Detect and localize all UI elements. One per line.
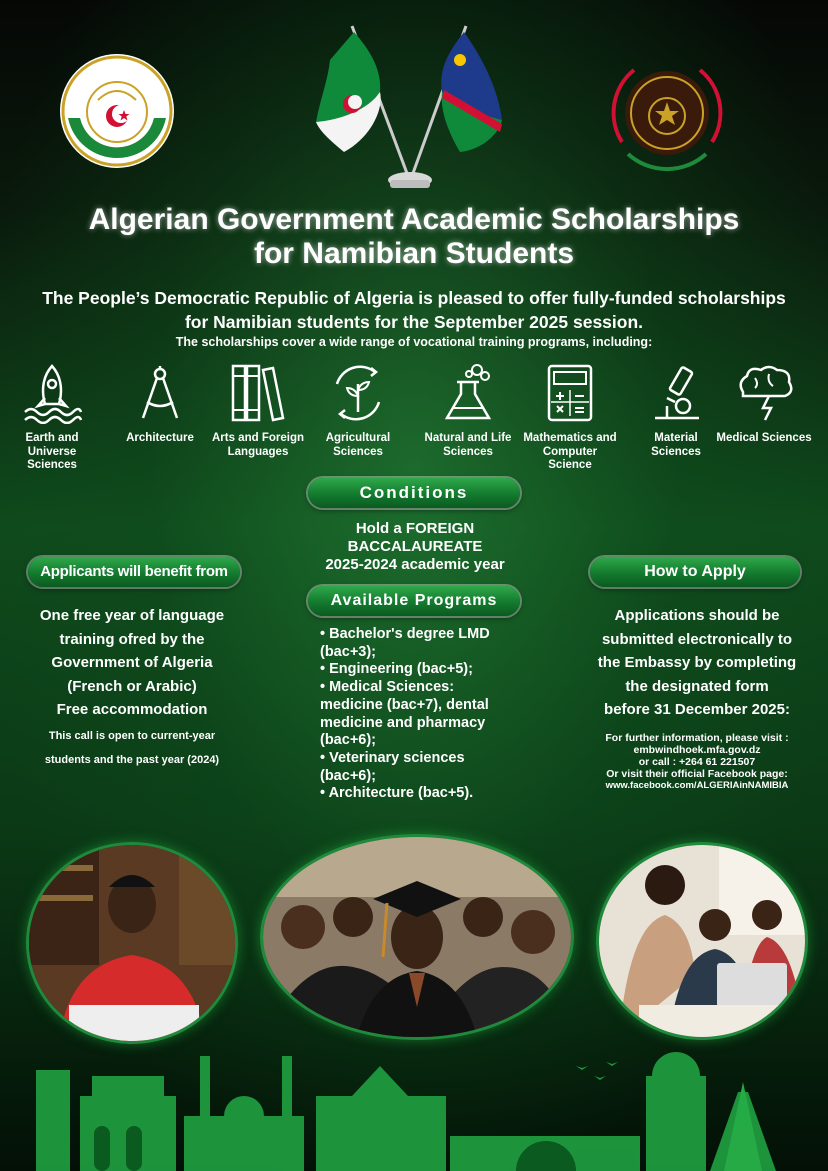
flask-icon bbox=[437, 362, 499, 424]
conditions-line: Hold a FOREIGN bbox=[355, 520, 475, 537]
contact-line: For further information, please visit : bbox=[605, 732, 789, 744]
field-label: Mathematics and Computer Science bbox=[523, 432, 617, 471]
field-natural-life bbox=[420, 362, 516, 459]
embassy-seal-logo bbox=[58, 52, 176, 170]
microscope-icon bbox=[645, 362, 707, 424]
subtitle bbox=[20, 286, 808, 334]
contact-line: Or visit their official Facebook page: bbox=[606, 768, 788, 780]
books-icon bbox=[227, 362, 289, 424]
conditions-line: BACCALAUREATE bbox=[347, 538, 483, 555]
benefits-note-line: This call is open to current-year bbox=[48, 730, 216, 742]
program-item: • Bachelor's degree LMD bbox=[320, 626, 490, 642]
program-item: (bac+3); bbox=[320, 643, 377, 660]
title-line-1: Algerian Government Academic Scholarships bbox=[88, 203, 740, 236]
page-title bbox=[0, 203, 828, 271]
benefits-line: (French or Arabic) bbox=[67, 677, 197, 695]
program-item: • Medical Sciences: bbox=[320, 679, 455, 696]
programs-heading bbox=[308, 586, 520, 616]
apply-line: the Embassy by completing bbox=[597, 654, 797, 671]
field-label: Arts and Foreign Languages bbox=[211, 432, 304, 458]
benefits-line: training ofred by the bbox=[59, 630, 205, 648]
program-item: medicine and pharmacy bbox=[320, 714, 486, 731]
conditions-heading-label: Conditions bbox=[359, 483, 469, 502]
apply-heading-label: How to Apply bbox=[644, 563, 746, 580]
facebook-link[interactable]: www.facebook.com/ALGERIAinNAMIBIA bbox=[605, 780, 789, 791]
contact-info bbox=[574, 732, 820, 792]
field-material bbox=[628, 362, 724, 459]
phone-number: or call : +264 61 221507 bbox=[638, 756, 756, 768]
intro-text: The scholarships cover a wide range of vocational training programs, including: bbox=[175, 335, 653, 349]
calculator-icon bbox=[539, 362, 601, 424]
benefits-heading bbox=[28, 557, 240, 587]
conditions-text bbox=[290, 520, 540, 574]
programs-heading-label: Available Programs bbox=[330, 592, 498, 609]
benefits-line: One free year of language bbox=[39, 607, 225, 624]
conditions-line: 2025-2024 academic year bbox=[325, 556, 505, 573]
apply-line: Applications should be bbox=[614, 607, 780, 624]
program-item: • Engineering (bac+5); bbox=[320, 661, 473, 678]
benefits-line: Government of Algeria bbox=[51, 654, 213, 671]
compass-icon bbox=[129, 362, 191, 424]
field-label: Earth and Universe Sciences bbox=[25, 432, 79, 471]
flags-emblem bbox=[310, 20, 510, 195]
field-label: Natural and Life Sciences bbox=[424, 432, 512, 458]
apply-line: before 31 December 2025: bbox=[604, 701, 790, 718]
apply-text bbox=[574, 604, 820, 722]
field-label: Material Sciences bbox=[651, 432, 701, 458]
benefits-text bbox=[14, 604, 250, 722]
field-math-cs bbox=[522, 362, 618, 473]
subtitle-line-2: for Namibian students for the September 2025 session. bbox=[184, 312, 644, 332]
program-item: (bac+6); bbox=[320, 732, 377, 749]
website-link[interactable]: embwindhoek.mfa.gov.dz bbox=[633, 744, 761, 756]
programs-list bbox=[320, 626, 530, 803]
ministry-logo bbox=[604, 50, 730, 176]
field-medical bbox=[716, 362, 812, 446]
apply-line: submitted electronically to bbox=[601, 630, 793, 648]
program-item: medicine (bac+7), dental bbox=[320, 696, 489, 713]
benefits-line: Free accommodation bbox=[56, 701, 208, 718]
apply-heading bbox=[590, 557, 800, 587]
field-label: Architecture bbox=[126, 432, 194, 444]
field-label: Agricultural Sciences bbox=[325, 432, 391, 458]
apply-line: the designated form bbox=[625, 677, 769, 695]
field-agricultural bbox=[310, 362, 406, 459]
study-group-photo-right bbox=[596, 842, 808, 1040]
subtitle-line-1: The People’s Democratic Republic of Algeria is pleased to offer fully-funded scholarships bbox=[42, 288, 786, 308]
brain-icon bbox=[733, 362, 795, 424]
conditions-heading bbox=[308, 478, 520, 508]
title-line-2: for Namibian Students bbox=[253, 237, 575, 270]
field-earth-universe bbox=[4, 362, 100, 473]
program-item: • Veterinary sciences bbox=[320, 749, 465, 766]
benefits-note bbox=[14, 724, 250, 772]
program-item: • Architecture (bac+5). bbox=[320, 785, 474, 802]
benefits-note-line: students and the past year (2024) bbox=[44, 754, 220, 766]
monuments-skyline bbox=[0, 1036, 828, 1171]
program-item: (bac+6); bbox=[320, 767, 377, 784]
benefits-heading-label: Applicants will benefit from bbox=[40, 563, 228, 580]
field-architecture bbox=[112, 362, 208, 446]
graduate-photo-center bbox=[260, 834, 574, 1040]
plant-icon bbox=[327, 362, 389, 424]
student-photo-left bbox=[26, 842, 238, 1044]
field-label: Medical Sciences bbox=[716, 432, 812, 444]
rocket-icon bbox=[21, 362, 83, 424]
field-arts-languages bbox=[210, 362, 306, 459]
